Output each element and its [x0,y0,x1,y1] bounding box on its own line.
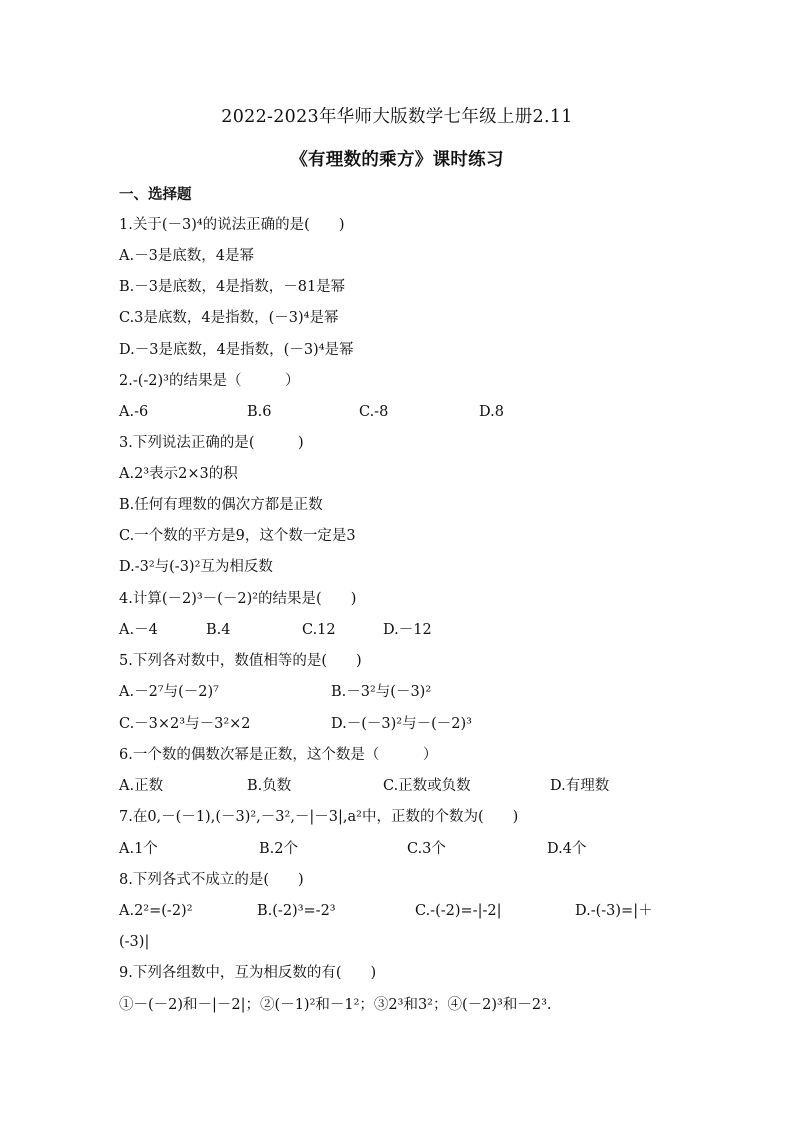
question-5-option-c: C.－3×2³与－3²×2 [119,716,251,732]
question-6-option-d: D.有理数 [550,778,610,794]
question-4-option-d: D.－12 [383,622,432,638]
section-heading: 一、选择题 [119,186,192,203]
question-3-stem: 3.下列说法正确的是( ) [119,435,304,451]
question-3-option-a: A.2³表示2×3的积 [119,466,238,482]
page-title-line2: 《有理数的乘方》课时练习 [290,150,504,170]
question-8-option-c: C.-(-2)=-|-2| [415,903,502,919]
question-3-option-b: B.任何有理数的偶次方都是正数 [119,497,323,513]
question-9-groups: ①－(－2)和－|－2|；②(－1)²和－1²；③2³和3²；④(－2)³和－2³. [119,997,552,1013]
question-7-option-d: D.4个 [547,841,587,857]
question-9-stem: 9.下列各组数中，互为相反数的有( ) [119,965,377,981]
question-5-options-row2 [119,714,679,734]
question-4-option-b: B.4 [206,622,231,638]
question-2-option-c: C.-8 [359,404,389,420]
question-2-option-a: A.-6 [119,404,149,420]
question-7-option-c: C.3个 [407,841,446,857]
question-3-option-c: C.一个数的平方是9，这个数一定是3 [119,528,356,544]
question-1-option-b: B.－3是底数，4是指数，－81是幂 [119,279,346,295]
question-2-option-b: B.6 [247,404,272,420]
question-6-options [119,776,679,796]
question-4-option-a: A.－4 [119,622,158,638]
question-5-option-a: A.－2⁷与(－2)⁷ [119,684,219,700]
question-6-option-c: C.正数或负数 [383,778,471,794]
question-6-stem: 6.一个数的偶数次幂是正数，这个数是（ ） [119,747,438,763]
question-8-option-a: A.2²=(-2)² [119,903,193,919]
question-8-option-d-continued: (-3)| [119,934,150,950]
question-2-option-d: D.8 [479,404,504,420]
question-1-option-d: D.－3是底数，4是指数，(－3)⁴是幂 [119,342,354,358]
question-1-option-a: A.－3是底数，4是幂 [119,248,255,264]
question-3-option-d: D.-3²与(-3)²互为相反数 [119,559,273,575]
question-6-option-b: B.负数 [247,778,292,794]
question-6-option-a: A.正数 [119,778,164,794]
question-1-stem: 1.关于(－3)⁴的说法正确的是( ) [119,217,345,233]
question-5-stem: 5.下列各对数中，数值相等的是( ) [119,653,362,669]
question-8-option-d: D.-(-3)=|＋ [575,903,653,919]
question-8-option-b: B.(-2)³=-2³ [257,903,336,919]
question-8-options [119,901,679,921]
question-4-options [119,620,679,640]
question-2-stem: 2.-(-2)³的结果是（ ） [119,373,300,389]
question-1-option-c: C.3是底数，4是指数，(－3)⁴是幂 [119,310,339,326]
page-title-line1: 2022-2023年华师大版数学七年级上册2.11 [221,107,573,127]
question-8-stem: 8.下列各式不成立的是( ) [119,872,304,888]
question-5-option-b: B.－3²与(－3)² [331,684,432,700]
question-7-option-b: B.2个 [259,841,298,857]
question-4-option-c: C.12 [302,622,336,638]
question-4-stem: 4.计算(－2)³－(－2)²的结果是( ) [119,591,357,607]
question-5-option-d: D.－(－3)²与－(－2)³ [331,716,472,732]
question-7-stem: 7.在0,－(－1),(－3)²,－3²,－|－3|,a²中，正数的个数为( ) [119,809,519,825]
question-2-options [119,402,679,422]
question-7-options [119,839,679,859]
question-5-options-row1 [119,682,679,702]
question-7-option-a: A.1个 [119,841,158,857]
